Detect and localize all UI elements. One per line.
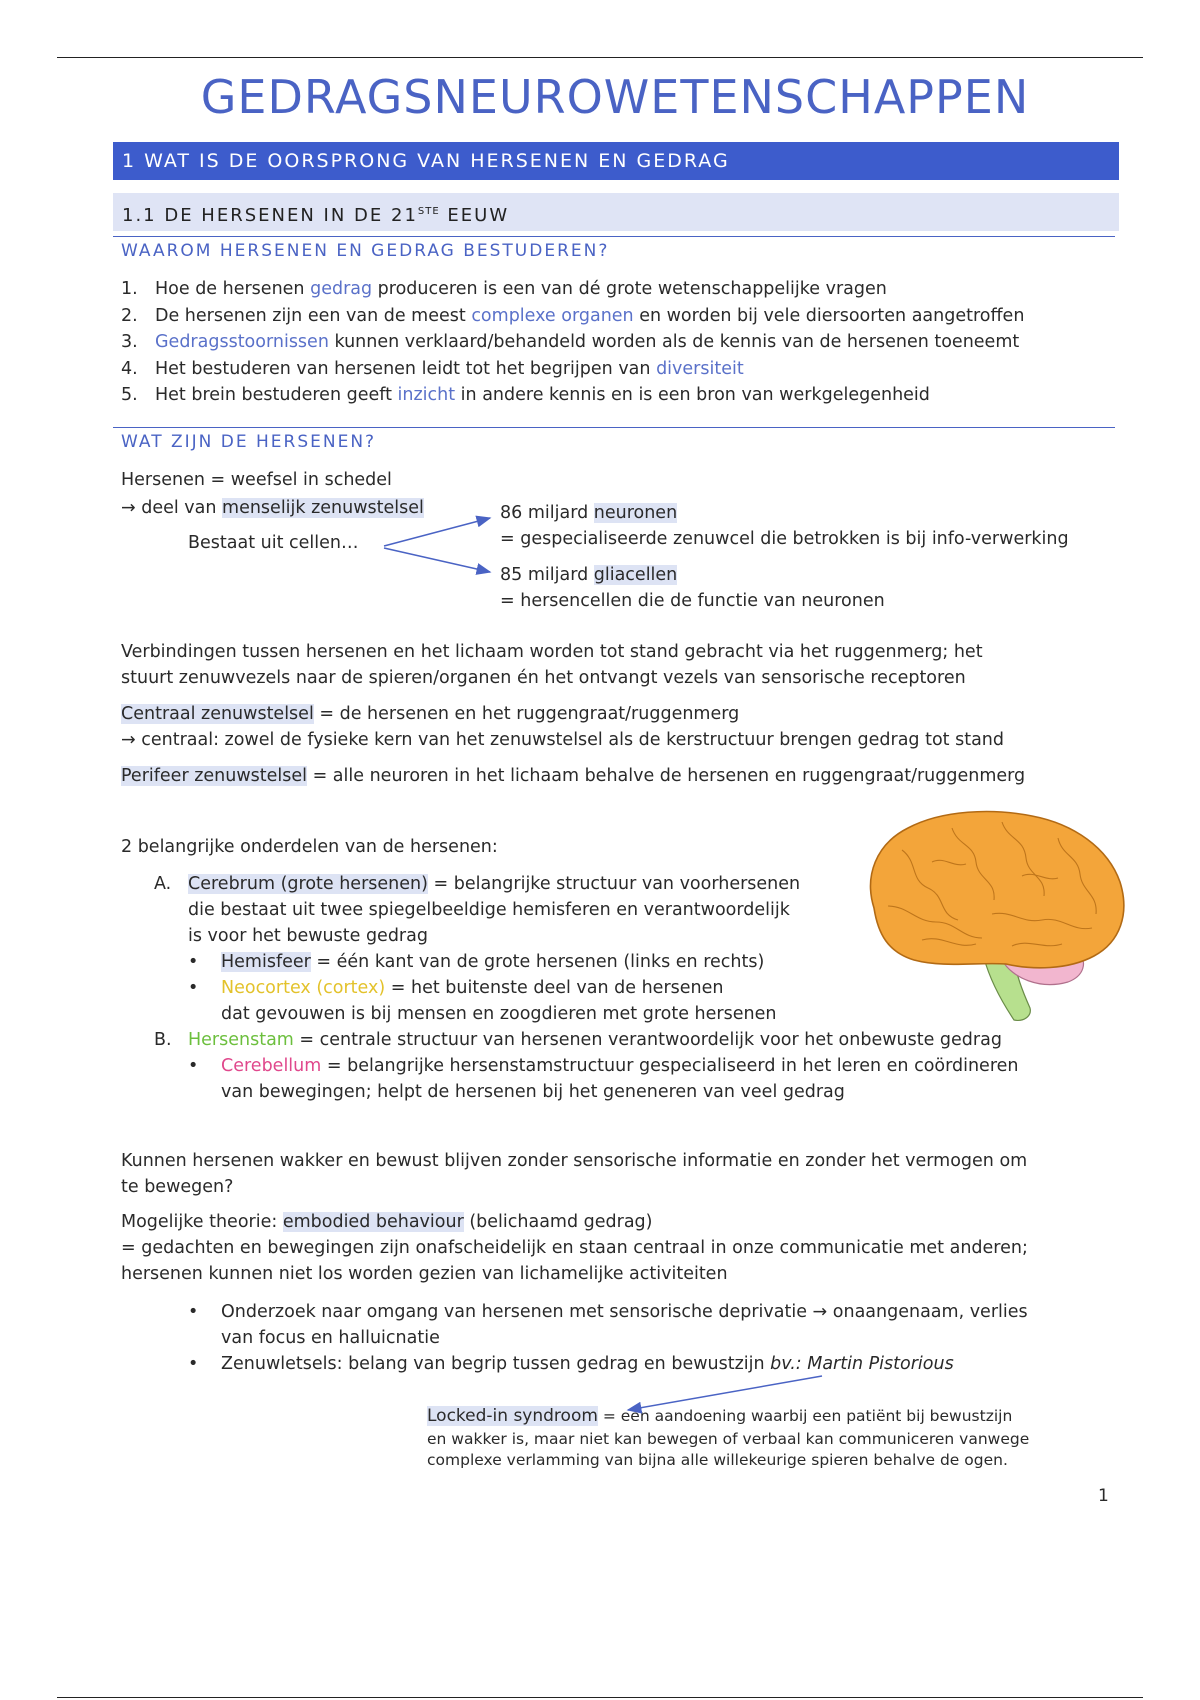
list-keyword: inzicht xyxy=(397,385,456,405)
neocortex-term: Neocortex (cortex) xyxy=(221,978,386,998)
paragraph-line: Verbindingen tussen hersenen en het lichaam worden tot stand gebracht via het ruggenmerg; het xyxy=(121,642,983,662)
bullet-text: Zenuwletsels: belang van begrip tussen gedrag en bewustzijn xyxy=(221,1354,771,1374)
question-line: Kunnen hersenen wakker en bewust blijven zonder sensorische informatie en zonder het vermogen om xyxy=(121,1151,1028,1171)
glia-definition: = hersencellen die de functie van neuronen xyxy=(500,591,885,611)
cerebrum-text-2: die bestaat uit twee spiegelbeeldige hemisferen en verantwoordelijk xyxy=(188,900,790,920)
hemisfeer-term: Hemisfeer xyxy=(221,952,311,972)
list-text: in andere kennis en is een bron van werkgelegenheid xyxy=(455,385,930,405)
highlight-term: menselijk zenuwstelsel xyxy=(222,498,424,518)
locked-in-text-3: complexe verlamming van bijna alle willekeurige spieren behalve de ogen. xyxy=(427,1451,1008,1469)
list-number: 3. xyxy=(121,332,138,352)
glia-term: gliacellen xyxy=(593,565,678,585)
list-text: Hoe de hersenen xyxy=(155,279,311,299)
arrow-to-glia xyxy=(384,548,490,572)
chapter-heading: 1 WAT IS DE OORSPRONG VAN HERSENEN EN GEDRAG xyxy=(113,142,1119,180)
brain-illustration xyxy=(862,810,1127,1025)
list-letter: B. xyxy=(154,1030,172,1050)
brainstem-text: = centrale structuur van hersenen verantwoordelijk voor het onbewuste gedrag xyxy=(293,1030,1002,1050)
section-heading-pre: 1.1 DE HERSENEN IN DE 21 xyxy=(122,205,418,226)
list-text: Het bestuderen van hersenen leidt tot het begrijpen van xyxy=(155,358,657,379)
cerebellum-text: = belangrijke hersenstamstructuur gespecialiseerd in het leren en coördineren xyxy=(321,1056,1019,1076)
cerebrum-term: Cerebrum (grote hersenen) xyxy=(188,874,428,894)
bullet-injuries: • Zenuwletsels: belang van begrip tussen gedrag en bewustzijn bv.: Martin Pistorious xyxy=(188,1354,954,1374)
glia-count: 85 miljard xyxy=(500,565,594,585)
brainstem-term: Hersenstam xyxy=(188,1030,294,1050)
theory-term: embodied behaviour xyxy=(282,1212,464,1232)
list-keyword: gedrag xyxy=(310,279,373,299)
theory-pre: Mogelijke theorie: xyxy=(121,1212,283,1232)
pns-term: Perifeer zenuwstelsel xyxy=(121,766,308,786)
theory-post: (belichaamd gedrag) xyxy=(463,1212,653,1232)
neurons-definition: = gespecialiseerde zenuwcel die betrokken is bij info-verwerking xyxy=(500,529,1069,549)
list-number: 5. xyxy=(121,385,138,405)
list-keyword: Gedragsstoornissen xyxy=(155,332,329,352)
bullet-text-2: van focus en halluicnatie xyxy=(221,1328,440,1348)
list-number: 4. xyxy=(121,358,138,379)
section-heading-sup: STE xyxy=(417,206,440,217)
bullet-hemisfeer: • Hemisfeer = één kant van de grote hersenen (links en rechts) xyxy=(188,952,765,972)
neurons-term: neuronen xyxy=(593,503,678,523)
locked-in-text: = een aandoening waarbij een patiënt bij bewustzijn xyxy=(597,1407,1013,1425)
question-line: te bewegen? xyxy=(121,1177,234,1197)
bullet-deprivation: • Onderzoek naar omgang van hersenen met sensorische deprivatie → onaangenaam, verlies xyxy=(188,1302,1028,1322)
theory-definition: = gedachten en bewegingen zijn onafscheidelijk en staan centraal in onze communicatie met anderen; xyxy=(121,1238,1028,1258)
bullet-cerebellum: • Cerebellum = belangrijke hersenstamstructuur gespecialiseerd in het leren en coördineren xyxy=(188,1056,1019,1076)
cns-term: Centraal zenuwstelsel xyxy=(121,704,314,724)
subheading-why: WAAROM HERSENEN EN GEDRAG BESTUDEREN? xyxy=(113,236,1115,261)
definition-hersenen: Hersenen = weefsel in schedel xyxy=(121,470,392,490)
locked-in-term: Locked-in syndroom xyxy=(427,1406,598,1426)
parts-intro: 2 belangrijke onderdelen van de hersenen: xyxy=(121,837,498,857)
list-text: en worden bij vele diersoorten aangetroffen xyxy=(633,305,1025,326)
cns-text: = de hersenen en het ruggengraat/ruggenmerg xyxy=(313,704,740,724)
locked-in-text-2: en wakker is, maar niet kan bewegen of verbaal kan communiceren vanwege xyxy=(427,1430,1030,1448)
hemisfeer-text: = één kant van de grote hersenen (links en rechts) xyxy=(310,952,765,972)
list-text: kunnen verklaard/behandeld worden als de kennis van de hersenen toeneemt xyxy=(328,332,1020,352)
list-number: 1. xyxy=(121,279,138,299)
bullet-example: bv.: Martin Pistorious xyxy=(770,1354,954,1374)
cerebellum-text-2: van bewegingen; helpt de hersenen bij het geneneren van veel gedrag xyxy=(221,1082,845,1102)
list-text: De hersenen zijn een van de meest xyxy=(155,305,472,326)
page-number: 1 xyxy=(1098,1486,1109,1506)
cerebellum-term: Cerebellum xyxy=(221,1056,322,1076)
list-text: produceren is een van dé grote wetenschappelijke vragen xyxy=(372,279,887,299)
bullet-text: Onderzoek naar omgang van hersenen met sensorische deprivatie → onaangenaam, verlies xyxy=(221,1302,1028,1322)
bullet-neocortex: • Neocortex (cortex) = het buitenste deel van de hersenen xyxy=(188,978,724,998)
neocortex-text: = het buitenste deel van de hersenen xyxy=(385,978,724,998)
list-keyword: diversiteit xyxy=(656,358,744,379)
section-heading-post: EEUW xyxy=(439,205,510,226)
cerebrum-shape xyxy=(871,812,1124,968)
list-letter: A. xyxy=(154,874,172,894)
neocortex-text-2: dat gevouwen is bij mensen en zoogdieren met grote hersenen xyxy=(221,1004,777,1024)
arrow-to-neurons xyxy=(384,518,490,546)
list-keyword: complexe organen xyxy=(471,305,634,326)
neurons-count: 86 miljard xyxy=(500,503,594,523)
pns-text: = alle neuroren in het lichaam behalve de hersenen en ruggengraat/ruggenmerg xyxy=(307,766,1026,786)
cns-sub: → centraal: zowel de fysieke kern van het zenuwstelsel als de kerstructuur brengen gedrag tot stand xyxy=(121,730,1004,750)
cerebrum-text-3: is voor het bewuste gedrag xyxy=(188,926,428,946)
theory-definition-2: hersenen kunnen niet los worden gezien van lichamelijke activiteiten xyxy=(121,1264,728,1284)
list-number: 2. xyxy=(121,305,138,326)
list-text: Het brein bestuderen geeft xyxy=(155,385,398,405)
cells-label: Bestaat uit cellen… xyxy=(188,533,359,553)
cerebrum-text: = belangrijke structuur van voorhersenen xyxy=(427,874,801,894)
arrow-to-locked-in xyxy=(628,1376,822,1410)
document-title: GEDRAGSNEUROWETENSCHAPPEN xyxy=(200,70,1030,124)
paragraph-line: stuurt zenuwvezels naar de spieren/organen én het ontvangt vezels van sensorische receptoren xyxy=(121,668,966,688)
arrow-text: → deel van xyxy=(121,498,223,518)
bottom-rule xyxy=(57,1697,1143,1698)
subheading-what: WAT ZIJN DE HERSENEN? xyxy=(113,427,1115,452)
